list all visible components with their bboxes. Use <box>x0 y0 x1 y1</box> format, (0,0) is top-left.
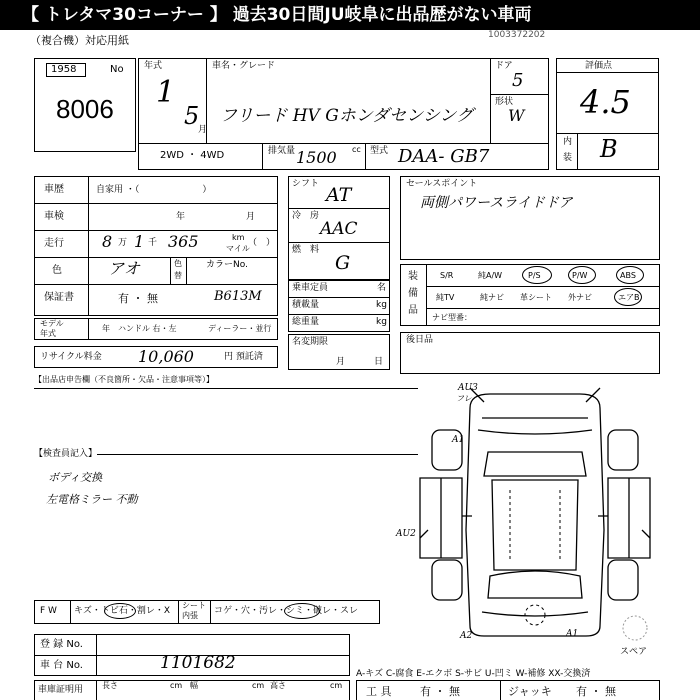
shift-value: AT <box>326 184 352 206</box>
lot-no-label: No <box>110 64 124 75</box>
equipment-ext-navi: 外ナビ <box>568 293 592 302</box>
equipment-abs-circle <box>616 266 644 284</box>
mileage-value3: 365 <box>168 232 199 251</box>
equipment-ps: P/S <box>528 271 541 280</box>
mileage-unit-km: km <box>232 233 245 242</box>
name-value: フリード HV Gホンダセンシング <box>220 106 473 126</box>
model-value: DAA- GB7 <box>398 146 490 167</box>
equipment-seat: 革シート <box>520 293 552 302</box>
seller-declaration-label: 【出品店申告欄（不良箇所・欠品・注意事項等）】 <box>34 375 214 384</box>
month-label: 月 <box>198 125 208 135</box>
sales-point-value: 両側パワースライドドア <box>420 195 573 211</box>
door-value: 5 <box>512 70 524 91</box>
mileage-unit-mile: マイル <box>226 244 250 253</box>
cert-cm-2: cm <box>252 681 265 690</box>
month-value: 5 <box>184 102 200 130</box>
equipment-airbag: エアB <box>618 293 640 302</box>
recycle-label: リサイクル料金 <box>40 352 102 362</box>
history-label: 車歴 <box>44 184 64 195</box>
warranty-value: 有 ・ 無 <box>118 292 158 305</box>
recycle-unit: 円 預託済 <box>224 352 263 362</box>
interior-label-bottom: 装 <box>563 153 573 163</box>
diagram-mark-rear-left: A2 <box>460 631 473 641</box>
seat-label-bottom: 内張 <box>182 611 198 620</box>
model-year-handle: ハンドル 右・左 <box>118 324 177 333</box>
tools-value: 有 ・ 無 <box>420 685 460 698</box>
diagram-mark-top-sub: フレ <box>456 394 472 403</box>
seat-stain-circle <box>284 603 320 619</box>
year-label: 年式 <box>144 61 163 71</box>
diagram-mark-left: AU2 <box>396 529 416 539</box>
equipment-aw: 純A/W <box>478 271 503 280</box>
year-value: 1 <box>156 75 176 110</box>
damage-legend: A-キズ C-腐食 E-エクボ S-サビ U-凹ミ W-補修 XX-交換済 <box>356 669 591 679</box>
inspection-label: 車検 <box>44 211 64 222</box>
equipment-airbag-circle <box>614 288 642 306</box>
mileage-label: 走行 <box>44 238 64 249</box>
cert-label: 車庫証明用 <box>38 685 84 695</box>
later-date-label: 後日品 <box>406 335 434 345</box>
fuel-label: 燃 料 <box>292 245 320 255</box>
cert-cm-3: cm <box>330 681 343 690</box>
load-unit: kg <box>376 300 387 310</box>
diagram-mark-rear-right: A1 <box>566 629 579 639</box>
equipment-label-2: 備 <box>408 288 418 299</box>
form-title: （複合機）対応用紙 <box>30 34 129 47</box>
drive-label: 2WD ・ 4WD <box>160 150 225 161</box>
equipment-pw: P/W <box>572 271 588 280</box>
mileage-value1: 8 <box>102 232 113 251</box>
name-change-month: 月 <box>336 357 346 367</box>
color-value: アオ <box>108 259 140 278</box>
equipment-ps-circle <box>522 266 552 284</box>
seat-items: コゲ・穴・汚レ・シミ・破レ・スレ <box>214 606 359 616</box>
model-year-label-top: モデル <box>40 319 64 328</box>
color-no-label: カラーNo. <box>206 260 248 270</box>
fuel-value: G <box>335 252 351 274</box>
displacement-unit: cc <box>352 145 361 154</box>
displacement-value: 1500 <box>296 148 337 167</box>
capacity-unit: 名 <box>377 283 387 293</box>
history-value: 自家用 ・（ ） <box>96 185 212 195</box>
lot-number: 8006 <box>56 94 114 124</box>
equipment-tv: 純TV <box>436 293 455 302</box>
model-year-label-bottom: 年式 <box>40 329 56 338</box>
color-no-value: B613M <box>214 289 262 304</box>
equipment-pw-circle <box>568 266 596 284</box>
name-change-day: 日 <box>374 357 384 367</box>
shape-value: W <box>508 106 525 125</box>
load-label: 積載量 <box>292 300 320 310</box>
top-right-code: 1003372202 <box>488 30 546 40</box>
inspector-note-1: ボディ交換 <box>48 471 103 484</box>
inspector-note-2: 左電格ミラー 不動 <box>46 493 138 506</box>
mileage-paren: （ ） <box>248 238 276 248</box>
aircon-label: 冷 房 <box>292 211 320 221</box>
later-date-box <box>400 332 660 374</box>
gross-unit: kg <box>376 317 387 327</box>
equipment-sr: S/R <box>440 271 454 280</box>
diagram-mark-front-left: A1 <box>452 435 465 445</box>
header-banner-text: 【 トレタマ30コーナー 】 過去30日間JU岐阜に出品歴がない車両 <box>22 5 532 25</box>
color-label: 色 <box>52 265 62 276</box>
tools-label: 工 具 <box>366 685 392 698</box>
cert-height: 高さ <box>270 681 286 690</box>
sales-point-label: セールスポイント <box>406 179 478 189</box>
aircon-value: AAC <box>320 219 358 239</box>
shape-label: 形状 <box>495 97 514 107</box>
color-change-bottom: 替 <box>174 271 182 280</box>
car-condition-diagram <box>410 380 660 650</box>
model-label: 型式 <box>370 146 389 156</box>
jack-value: 有 ・ 無 <box>576 685 616 698</box>
equipment-label-1: 装 <box>408 271 418 282</box>
model-year-year: 年 <box>102 324 110 333</box>
name-label: 車名・グレード <box>212 61 276 71</box>
chassis-label: 車 台 No. <box>40 660 83 671</box>
displacement-label: 排気量 <box>268 146 296 156</box>
warranty-label: 保証書 <box>44 292 74 303</box>
seat-label-top: シート <box>182 601 206 610</box>
registration-label: 登 録 No. <box>40 639 83 650</box>
inspection-month: 月 <box>246 212 256 222</box>
name-change-label: 名変期限 <box>292 337 329 347</box>
inspector-label: 【検査員記入】 <box>34 449 98 459</box>
fw-items: キズ・トビ石・割レ・X <box>74 606 170 616</box>
gross-label: 総重量 <box>292 317 320 327</box>
cert-width: 幅 <box>190 681 198 690</box>
equipment-abs: ABS <box>620 271 636 280</box>
score-value: 4.5 <box>580 83 631 121</box>
cert-cm-1: cm <box>170 681 183 690</box>
equipment-label-3: 品 <box>408 305 418 316</box>
score-label: 評価点 <box>585 61 613 71</box>
diagram-mark-top: AU3 <box>458 383 478 393</box>
shift-label: シフト <box>292 179 320 189</box>
interior-value: B <box>600 135 618 163</box>
mileage-man: 万 <box>118 238 128 248</box>
diagram-spare: スペア <box>620 647 648 657</box>
equipment-navi: 純ナビ <box>480 293 504 302</box>
lot-tag: 1958 <box>51 64 77 75</box>
interior-label-top: 内 <box>563 137 573 147</box>
capacity-label: 乗車定員 <box>292 283 329 293</box>
equipment-navi-model: ナビ型番： <box>432 313 472 322</box>
inspection-year: 年 <box>176 212 186 222</box>
door-label: ドア <box>495 61 513 71</box>
mileage-sen: 千 <box>148 238 158 248</box>
cert-length: 長さ <box>102 681 118 690</box>
fw-label: F W <box>40 606 57 616</box>
color-change-top: 色 <box>174 259 182 268</box>
mileage-value2: 1 <box>134 232 145 251</box>
chassis-value: 1101682 <box>160 653 236 673</box>
fw-stone-circle <box>104 603 136 619</box>
model-year-dealer: ディーラー・並行 <box>208 324 272 333</box>
jack-label: ジャッキ <box>508 685 552 698</box>
recycle-value: 10,060 <box>138 347 194 366</box>
